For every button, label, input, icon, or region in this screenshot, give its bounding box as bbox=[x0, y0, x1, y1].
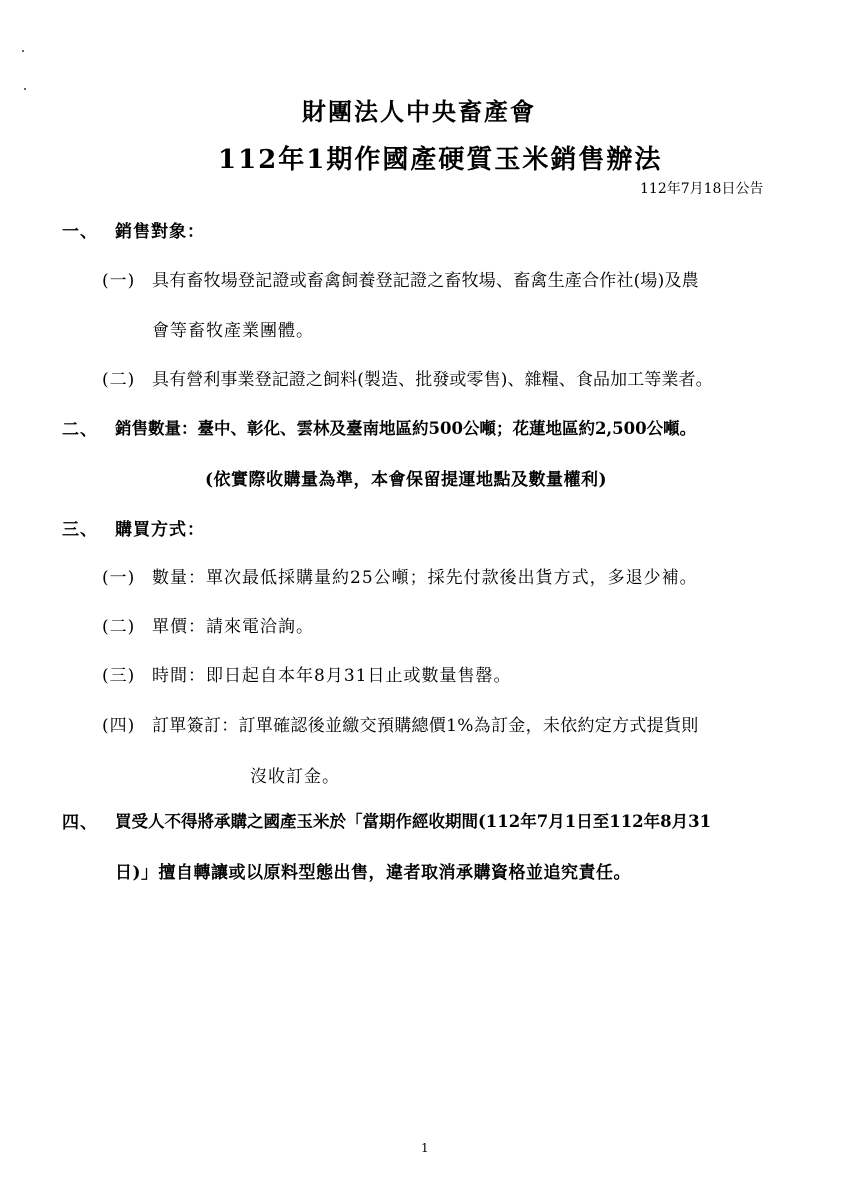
scan-speck bbox=[22, 50, 24, 52]
section-3-heading: 購買方式： bbox=[115, 520, 205, 540]
section-2-text: 銷售數量：臺中、彰化、雲林及臺南地區約500公噸；花蓮地區約2,500公噸。 bbox=[115, 419, 697, 438]
announce-date: 112年7月18日公告 bbox=[640, 181, 764, 197]
section-3-item-3-line1: 時間：即日起自本年8月31日止或數量售罄。 bbox=[152, 666, 512, 686]
section-4-number: 四、 bbox=[62, 813, 98, 833]
section-3-item-1-label: (一) bbox=[102, 568, 136, 588]
section-1-number: 一、 bbox=[62, 222, 98, 242]
page-number: 1 bbox=[421, 1141, 429, 1155]
section-3-item-2-line1: 單價：請來電洽詢。 bbox=[152, 617, 314, 637]
section-1-item-1-line1: 具有畜牧場登記證或畜禽飼養登記證之畜牧場、畜禽生產合作社(場)及農 bbox=[152, 271, 699, 291]
section-4-line1: 買受人不得將承購之國產玉米於「當期作經收期間(112年7月1日至112年8月31 bbox=[115, 812, 712, 831]
section-2-number: 二、 bbox=[62, 420, 98, 440]
section-3-item-1-line1: 數量：單次最低採購量約25公噸；採先付款後出貨方式，多退少補。 bbox=[152, 568, 698, 588]
document-title: 財團法人中央畜產會 bbox=[302, 97, 536, 126]
section-3-item-4-line1: 訂單簽訂：訂單確認後並繳交預購總價1%為訂金，未依約定方式提貨則 bbox=[152, 716, 699, 736]
section-3-item-4-line2: 沒收訂金。 bbox=[250, 767, 340, 787]
section-4-line2: 日)」擅自轉讓或以原料型態出售，違者取消承購資格並追究責任。 bbox=[115, 863, 632, 883]
scan-speck bbox=[24, 88, 26, 90]
section-1-item-1-line2: 會等畜牧產業團體。 bbox=[152, 321, 314, 341]
section-1-item-2-line1: 具有營利事業登記證之飼料(製造、批發或零售)、雜糧、食品加工等業者。 bbox=[152, 370, 713, 390]
section-3-number: 三、 bbox=[62, 520, 98, 540]
document-subtitle: 112年1期作國產硬質玉米銷售辦法 bbox=[218, 145, 663, 175]
section-3-item-2-label: (二) bbox=[102, 617, 136, 637]
section-1-item-1-label: (一) bbox=[102, 271, 136, 291]
section-1-item-2-label: (二) bbox=[102, 370, 136, 390]
section-3-item-4-label: (四) bbox=[102, 716, 136, 736]
section-1-heading: 銷售對象： bbox=[115, 222, 205, 242]
section-2-note: (依實際收購量為準，本會保留提運地點及數量權利) bbox=[205, 470, 608, 490]
section-3-item-3-label: (三) bbox=[102, 666, 136, 686]
